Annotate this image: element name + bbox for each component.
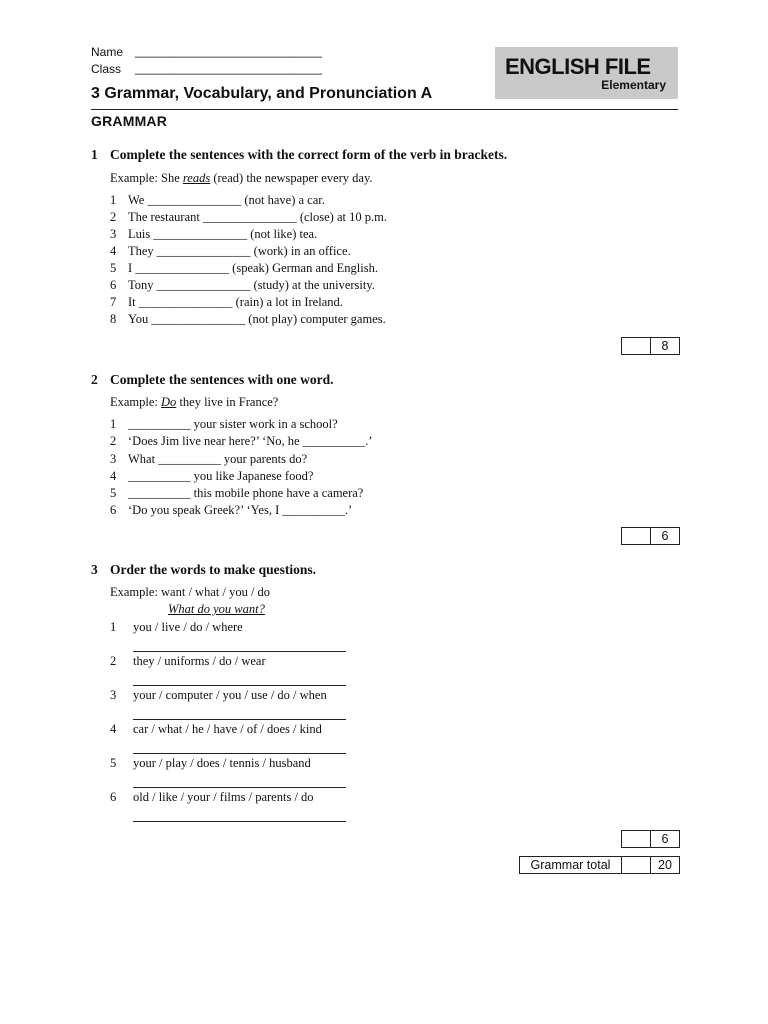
grammar-total-label: Grammar total [520,857,622,873]
q2-score-entry[interactable] [622,528,651,544]
q2-item-text[interactable]: __________ your sister work in a school? [128,417,338,431]
q1-example [110,171,373,186]
q3-item-number: 3 [110,688,117,702]
q1-score-box [621,337,680,355]
q2-instruction: Complete the sentences with one word. [110,372,334,387]
q3-score-box [621,830,680,848]
q1-score-entry[interactable] [622,338,651,354]
grammar-total-box [519,856,680,874]
q1-item-text[interactable]: I _______________ (speak) German and English. [128,261,378,275]
q1-example-prefix: Example: She [110,171,183,185]
q1-item-number: 2 [110,210,117,224]
q2-item-text[interactable]: ‘Do you speak Greek?’ ‘Yes, I __________.’ [128,503,353,517]
q3-example-prefix: Example: [110,585,162,599]
q1-item-number: 7 [110,295,117,309]
q2-score-box [621,527,680,545]
q3-score-entry[interactable] [622,831,651,847]
q2-item-number: 3 [110,452,117,466]
q1-instruction: Complete the sentences with the correct form of the verb in brackets. [110,147,508,162]
q3-item-words: old / like / your / films / parents / do [133,790,314,804]
header-divider [91,109,678,110]
section-heading: GRAMMAR [91,113,168,129]
q1-item-number: 1 [110,193,117,207]
q2-item-text[interactable]: ‘Does Jim live near here?’ ‘No, he __________.’ [128,434,373,448]
logo-subtitle: Elementary [601,78,666,92]
q1-item-text[interactable]: We _______________ (not have) a car. [128,193,325,207]
logo-title: ENGLISH FILE [505,54,651,79]
q1-example-answer: reads [182,171,211,185]
q1-item-number: 3 [110,227,117,241]
q3-item-number: 6 [110,790,117,804]
q3-item-words: car / what / he / have / of / does / kind [133,722,322,736]
q1-item-text[interactable]: You _______________ (not play) computer games. [128,312,386,326]
q3-answer-line[interactable] [133,719,346,720]
q3-example [110,585,270,600]
q3-answer-line[interactable] [133,685,346,686]
q2-item-text[interactable]: __________ you like Japanese food? [128,469,314,483]
q3-answer-line[interactable] [133,753,346,754]
q2-score-max: 6 [661,529,669,543]
q3-item-number: 5 [110,756,117,770]
q1-item-text[interactable]: Luis _______________ (not like) tea. [128,227,318,241]
q2-item-number: 5 [110,486,117,500]
q3-item-words: they / uniforms / do / wear [133,654,266,668]
q3-answer-line[interactable] [133,787,346,788]
q3-example-answer: What do you want? [168,602,265,616]
q2-item-text[interactable]: What __________ your parents do? [128,452,308,466]
q3-score-max: 6 [661,832,669,846]
q2-number: 2 [91,372,98,387]
q3-item-number: 2 [110,654,117,668]
q1-item-text[interactable]: The restaurant _______________ (close) at 10 p.m. [128,210,387,224]
class-label: Class [91,62,122,76]
q3-answer-line[interactable] [133,821,346,822]
q3-item-words: your / computer / you / use / do / when [133,688,327,702]
q1-item-number: 4 [110,244,117,258]
q1-score-max: 8 [661,339,669,353]
english-file-logo [495,47,678,99]
q1-item-text[interactable]: It _______________ (rain) a lot in Ireland. [128,295,343,309]
name-field[interactable]: ____________________________ [135,44,322,58]
q2-item-number: 6 [110,503,117,517]
q2-example-suffix: they live in France? [176,395,279,409]
q3-instruction: Order the words to make questions. [110,562,317,577]
page-title: 3 Grammar, Vocabulary, and Pronunciation A [91,85,433,102]
q1-item-text[interactable]: They _______________ (work) in an office. [128,244,351,258]
q3-item-number: 1 [110,620,117,634]
q1-number: 1 [91,147,98,162]
class-field[interactable]: ____________________________ [135,61,322,75]
q2-example-prefix: Example: [110,395,162,409]
q3-example-words: want / what / you / do [161,585,271,599]
q3-answer-line[interactable] [133,651,346,652]
q2-item-number: 1 [110,417,117,431]
q3-item-words: you / live / do / where [133,620,243,634]
q2-example-answer: Do [161,395,177,409]
q2-item-text[interactable]: __________ this mobile phone have a camera? [128,486,364,500]
grammar-total-max: 20 [658,858,672,872]
q1-example-suffix: (read) the newspaper every day. [210,171,373,185]
q1-item-number: 5 [110,261,117,275]
q2-item-number: 2 [110,434,117,448]
name-label: Name [91,45,124,59]
q1-item-text[interactable]: Tony _______________ (study) at the university. [128,278,375,292]
q3-number: 3 [91,562,98,577]
grammar-total-entry[interactable] [622,857,651,873]
q1-item-number: 8 [110,312,117,326]
q3-item-number: 4 [110,722,117,736]
q1-item-number: 6 [110,278,117,292]
q2-example [110,395,278,410]
q3-item-words: your / play / does / tennis / husband [133,756,311,770]
q2-item-number: 4 [110,469,117,483]
